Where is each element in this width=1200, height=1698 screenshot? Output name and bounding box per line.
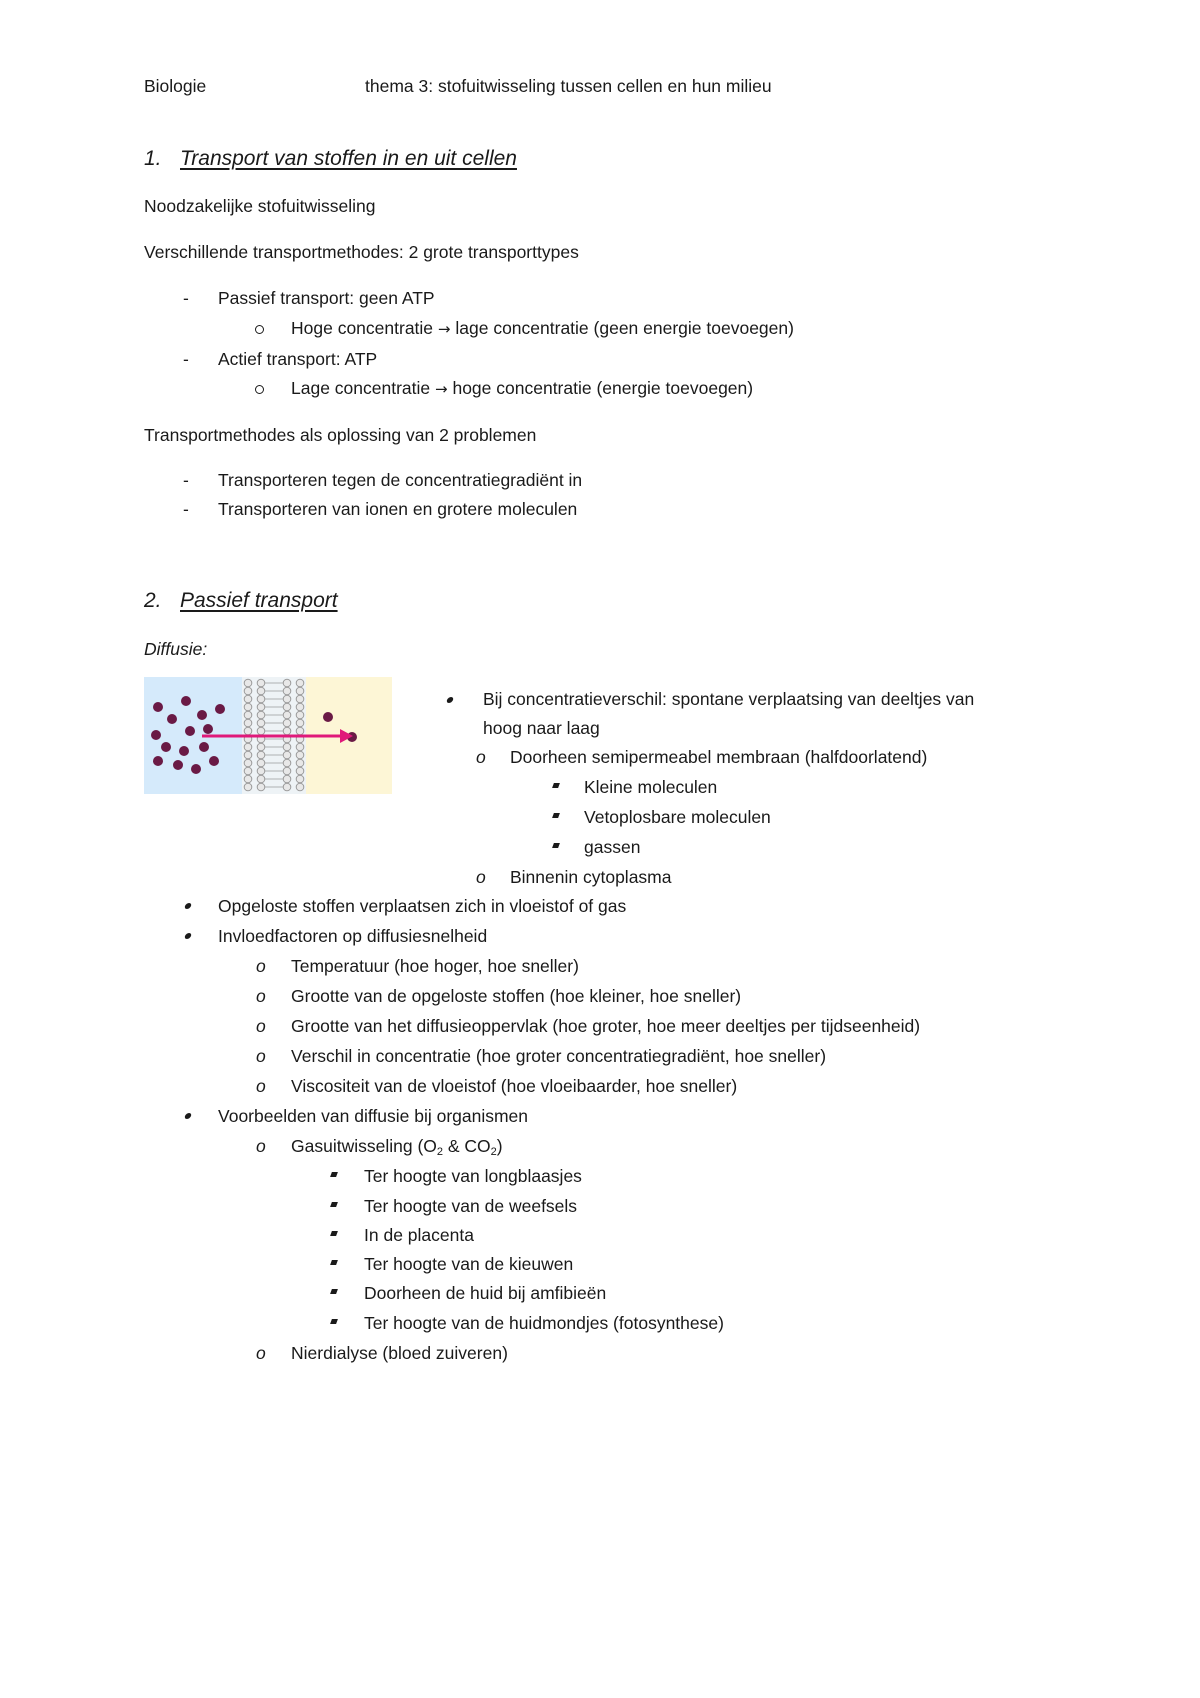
lipid-head bbox=[244, 727, 252, 735]
lipid-head bbox=[296, 759, 304, 767]
lipid-head bbox=[283, 719, 291, 727]
section1-number: 1. bbox=[144, 147, 162, 170]
lipid-head bbox=[244, 687, 252, 695]
lipid-head bbox=[296, 727, 304, 735]
lipid-head bbox=[244, 751, 252, 759]
section2-title: Passief transport bbox=[180, 589, 338, 612]
circle-bullet-icon: o bbox=[256, 1343, 266, 1363]
molecule bbox=[179, 746, 189, 756]
list-item bbox=[291, 377, 753, 400]
dash-bullet-icon: - bbox=[183, 499, 189, 519]
lipid-head bbox=[296, 743, 304, 751]
list-item-text: hoge concentratie (energie toevoegen) bbox=[452, 378, 754, 398]
square-bullet-icon bbox=[330, 1172, 338, 1177]
list-item-text: Gasuitwisseling (O bbox=[291, 1136, 437, 1156]
square-bullet-icon bbox=[330, 1202, 338, 1207]
list-item: Passief transport: geen ATP bbox=[218, 288, 435, 308]
lipid-head bbox=[257, 727, 265, 735]
lipid-head bbox=[244, 679, 252, 687]
molecule bbox=[215, 704, 225, 714]
list-item: Grootte van de opgeloste stoffen (hoe kleiner, hoe sneller) bbox=[291, 986, 742, 1006]
molecule bbox=[173, 760, 183, 770]
diffusion-membrane-figure bbox=[144, 677, 392, 794]
list-item: Transporteren van ionen en grotere moleculen bbox=[218, 499, 578, 519]
lipid-head bbox=[257, 775, 265, 783]
circle-bullet-icon: o bbox=[256, 1076, 266, 1096]
lipid-head bbox=[257, 679, 265, 687]
lipid-head bbox=[244, 695, 252, 703]
bullet-icon bbox=[184, 933, 192, 939]
dash-bullet-icon: - bbox=[183, 288, 189, 308]
section1-title: Transport van stoffen in en uit cellen bbox=[180, 147, 517, 170]
list-item: Doorheen de huid bij amfibieën bbox=[364, 1283, 607, 1303]
list-item: Vetoplosbare moleculen bbox=[584, 807, 771, 827]
arrow-right-icon: → bbox=[437, 320, 451, 338]
lipid-head bbox=[296, 719, 304, 727]
molecule bbox=[161, 742, 171, 752]
list-item-text: Lage concentratie bbox=[291, 378, 431, 398]
square-bullet-icon bbox=[330, 1319, 338, 1324]
circle-bullet-icon bbox=[255, 385, 264, 394]
circle-bullet-icon: o bbox=[476, 747, 486, 767]
circle-bullet-icon: o bbox=[256, 956, 266, 976]
lipid-head bbox=[244, 719, 252, 727]
lipid-head bbox=[244, 767, 252, 775]
molecule bbox=[323, 712, 333, 722]
lipid-head bbox=[283, 687, 291, 695]
square-bullet-icon bbox=[552, 843, 560, 848]
circle-bullet-icon: o bbox=[256, 1046, 266, 1066]
list-item: In de placenta bbox=[364, 1225, 474, 1245]
lipid-head bbox=[244, 783, 252, 791]
lipid-head bbox=[257, 759, 265, 767]
molecule bbox=[181, 696, 191, 706]
circle-bullet-icon: o bbox=[256, 1136, 266, 1156]
molecule bbox=[151, 730, 161, 740]
lipid-head bbox=[257, 687, 265, 695]
square-bullet-icon bbox=[552, 783, 560, 788]
list-item: Ter hoogte van de weefsels bbox=[364, 1196, 578, 1216]
list-item: Transporteren tegen de concentratiegradiënt in bbox=[218, 470, 583, 490]
lipid-head bbox=[296, 711, 304, 719]
lipid-head bbox=[244, 759, 252, 767]
list-item: Actief transport: ATP bbox=[218, 349, 378, 369]
molecule bbox=[153, 702, 163, 712]
list-item: Ter hoogte van de huidmondjes (fotosynthese) bbox=[364, 1313, 724, 1333]
bullet-icon bbox=[184, 1113, 192, 1119]
lipid-head bbox=[257, 719, 265, 727]
lipid-head bbox=[244, 711, 252, 719]
dash-bullet-icon: - bbox=[183, 349, 189, 369]
lipid-head bbox=[257, 695, 265, 703]
subscript: 2 bbox=[490, 1146, 497, 1158]
list-item-continuation: hoog naar laag bbox=[483, 718, 600, 738]
lipid-head bbox=[283, 783, 291, 791]
molecule bbox=[167, 714, 177, 724]
list-item: Grootte van het diffusieoppervlak (hoe groter, hoe meer deeltjes per tijdseenheid) bbox=[291, 1016, 921, 1036]
molecule bbox=[185, 726, 195, 736]
lipid-head bbox=[244, 775, 252, 783]
lipid-head bbox=[257, 767, 265, 775]
section2-heading bbox=[144, 588, 338, 614]
list-item: Binnenin cytoplasma bbox=[510, 867, 672, 887]
molecule bbox=[153, 756, 163, 766]
list-item: gassen bbox=[584, 837, 641, 857]
section1-heading bbox=[144, 146, 517, 172]
molecule bbox=[191, 764, 201, 774]
list-item: Opgeloste stoffen verplaatsen zich in vloeistof of gas bbox=[218, 896, 627, 916]
list-item bbox=[291, 1135, 503, 1163]
list-item: Ter hoogte van longblaasjes bbox=[364, 1166, 582, 1186]
lipid-head bbox=[283, 703, 291, 711]
square-bullet-icon bbox=[330, 1231, 338, 1236]
lipid-head bbox=[283, 695, 291, 703]
lipid-head bbox=[296, 775, 304, 783]
circle-bullet-icon: o bbox=[256, 986, 266, 1006]
list-item: Ter hoogte van de kieuwen bbox=[364, 1254, 574, 1274]
square-bullet-icon bbox=[330, 1289, 338, 1294]
list-item: Bij concentratieverschil: spontane verplaatsing van deeltjes van bbox=[483, 689, 975, 709]
lipid-head bbox=[283, 727, 291, 735]
list-item: Invloedfactoren op diffusiesnelheid bbox=[218, 926, 488, 946]
subscript: 2 bbox=[436, 1146, 444, 1158]
list-item: Doorheen semipermeabel membraan (halfdoorlatend) bbox=[510, 747, 928, 767]
circle-bullet-icon: o bbox=[476, 867, 486, 887]
lipid-head bbox=[296, 703, 304, 711]
lipid-head bbox=[283, 767, 291, 775]
square-bullet-icon bbox=[330, 1260, 338, 1265]
header-theme: thema 3: stofuitwisseling tussen cellen en hun milieu bbox=[365, 76, 772, 96]
list-item-text: ) bbox=[496, 1136, 503, 1156]
lipid-head bbox=[283, 679, 291, 687]
list-item: Nierdialyse (bloed zuiveren) bbox=[291, 1343, 508, 1363]
paragraph: Transportmethodes als oplossing van 2 problemen bbox=[144, 425, 537, 445]
dash-bullet-icon: - bbox=[183, 470, 189, 490]
lipid-head bbox=[296, 687, 304, 695]
list-item-text: lage concentratie (geen energie toevoegen) bbox=[455, 318, 794, 338]
header-subject: Biologie bbox=[144, 76, 207, 96]
list-item: Voorbeelden van diffusie bij organismen bbox=[218, 1106, 529, 1126]
lipid-head bbox=[283, 775, 291, 783]
section2-number: 2. bbox=[144, 589, 162, 612]
molecule bbox=[199, 742, 209, 752]
list-item: Temperatuur (hoe hoger, hoe sneller) bbox=[291, 956, 579, 976]
lipid-head bbox=[296, 695, 304, 703]
lipid-head bbox=[296, 679, 304, 687]
list-item: Kleine moleculen bbox=[584, 777, 718, 797]
arrow-right-icon: → bbox=[435, 380, 448, 398]
lipid-head bbox=[257, 743, 265, 751]
list-item: Verschil in concentratie (hoe groter concentratiegradiënt, hoe sneller) bbox=[291, 1046, 827, 1066]
square-bullet-icon bbox=[552, 813, 560, 818]
list-item: Viscositeit van de vloeistof (hoe vloeibaarder, hoe sneller) bbox=[291, 1076, 738, 1096]
paragraph: Verschillende transportmethodes: 2 grote transporttypes bbox=[144, 242, 579, 262]
lipid-head bbox=[244, 743, 252, 751]
circle-bullet-icon: o bbox=[256, 1016, 266, 1036]
paragraph: Noodzakelijke stofuitwisseling bbox=[144, 196, 376, 216]
list-item bbox=[291, 317, 794, 340]
lipid-head bbox=[257, 711, 265, 719]
list-item-text: Hoge concentratie bbox=[291, 318, 434, 338]
lipid-head bbox=[283, 759, 291, 767]
lipid-head bbox=[296, 767, 304, 775]
bullet-icon bbox=[184, 903, 192, 909]
bullet-icon bbox=[446, 697, 454, 703]
lipid-head bbox=[257, 703, 265, 711]
molecule bbox=[203, 724, 213, 734]
lipid-head bbox=[283, 711, 291, 719]
lipid-head bbox=[257, 783, 265, 791]
lipid-head bbox=[296, 783, 304, 791]
list-item-text: & CO bbox=[443, 1136, 491, 1156]
lipid-head bbox=[296, 751, 304, 759]
molecule bbox=[197, 710, 207, 720]
circle-bullet-icon bbox=[255, 325, 264, 334]
lipid-head bbox=[283, 751, 291, 759]
molecule bbox=[209, 756, 219, 766]
diffusie-label: Diffusie: bbox=[144, 639, 208, 659]
lipid-head bbox=[283, 743, 291, 751]
lipid-head bbox=[244, 703, 252, 711]
lipid-head bbox=[257, 751, 265, 759]
